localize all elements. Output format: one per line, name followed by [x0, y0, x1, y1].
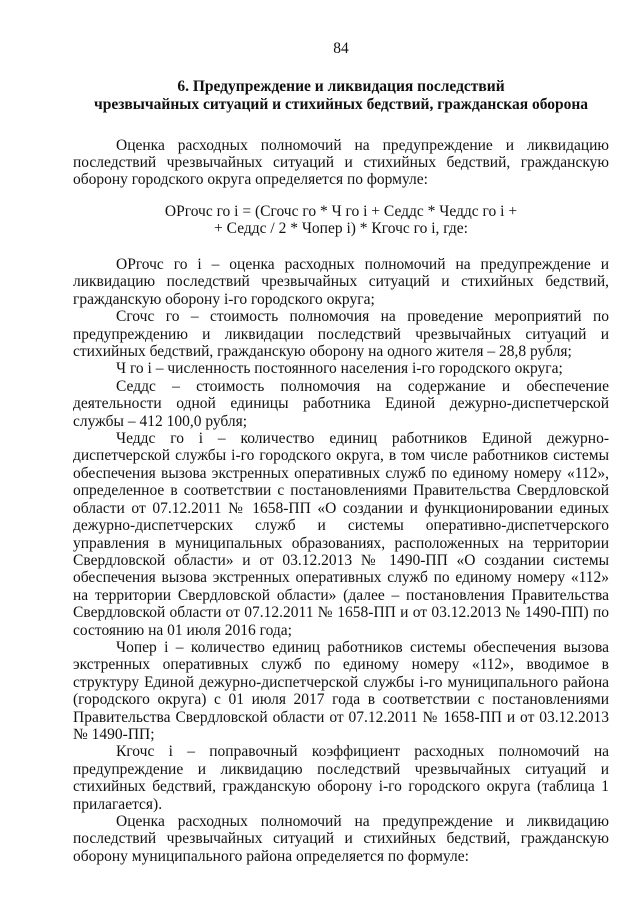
page-number: 84 [333, 40, 349, 57]
outro-paragraph: Оценка расходных полномочий на предупреждение и ликвидацию последствий чрезвычайных ситуаций и стихийных бедствий, гражданскую оборону муниципального района определяется по формуле: [73, 813, 609, 865]
formula [73, 203, 609, 238]
definition-ch-go: Ч го i – численность постоянного населения i-го городского округа; [116, 360, 563, 378]
definition-orgochs: ОРгочс го i – оценка расходных полномочий на предупреждение и ликвидацию последствий чрезвычайных ситуаций и стихийных бедствий, гражданскую оборону i-го городского округа; [73, 256, 609, 308]
heading-line-2: чрезвычайных ситуаций и стихийных бедствий, гражданская оборона [93, 96, 589, 113]
formula-line-1: ОРгочс го i = (Сгочс го * Ч го i + Седдс * Чеддс го i + [164, 202, 518, 220]
definition-choper: Чопер i – количество единиц работников системы обеспечения вызова экстренных оперативных служб по единому номеру «112», вводимое в структуру Единой дежурно-диспетчерской службы i-го муниципального района (городского округа) с 01 июля 2017 года в соответствии с постановлениями Правительства Свердловской области от 07.12.2011 № 1658-ПП и от 03.12.2013 № 1490-ПП; [73, 638, 609, 743]
definition-cheds: Чеддс го i – количество единиц работников Единой дежурно-диспетчерской службы i-го городского округа, в том числе работников системы обеспечения вызова экстренных оперативных служб по единому номеру «112», определенное в соответствии с постановлениями Правительства Свердловской области от 07.12.2011 № 1658-ПП «О создании и функционировании единых дежурно-диспетчерских служб и системы оперативно-диспетчерского управления в муниципальных образованиях, расположенных на территории Свердловской области» и от 03.12.2013 № 1490-ПП «О создании системы обеспечения вызова экстренных оперативных служб по единому номеру «112» на территории Свердловской области» (далее – постановления Правительства Свердловской области от 07.12.2011 № 1658-ПП и от 03.12.2013 № 1490-ПП) по состоянию на 01 июля 2016 года; [73, 430, 609, 639]
intro-paragraph: Оценка расходных полномочий на предупреждение и ликвидацию последствий чрезвычайных ситуаций и стихийных бедствий, гражданскую оборону городского округа определяется по формуле: [73, 136, 609, 189]
formula-line-2: + Седдс / 2 * Чопер i) * Кгочс го i, где: [214, 220, 468, 238]
definition-sedds: Седдс – стоимость полномочия на содержание и обеспечение деятельности одной единицы работника Единой дежурно-диспетчерской службы – 412 100,0 рубля; [73, 377, 609, 430]
heading-line-1: 6. Предупреждение и ликвидация последствий [177, 78, 505, 96]
definition-kgochs: Кгочс i – поправочный коэффициент расходных полномочий на предупреждение и ликвидацию последствий чрезвычайных ситуаций и стихийных бедствий, гражданскую оборону i-го городского округа (таблица 1 прилагается). [73, 743, 609, 813]
definition-sgochs: Сгочс го – стоимость полномочия на проведение мероприятий по предупреждению и ликвидации последствий чрезвычайных ситуаций и стихийных бедствий, гражданскую оборону на одного жителя – 28,8 рубля; [73, 308, 609, 361]
section-heading [73, 78, 609, 113]
